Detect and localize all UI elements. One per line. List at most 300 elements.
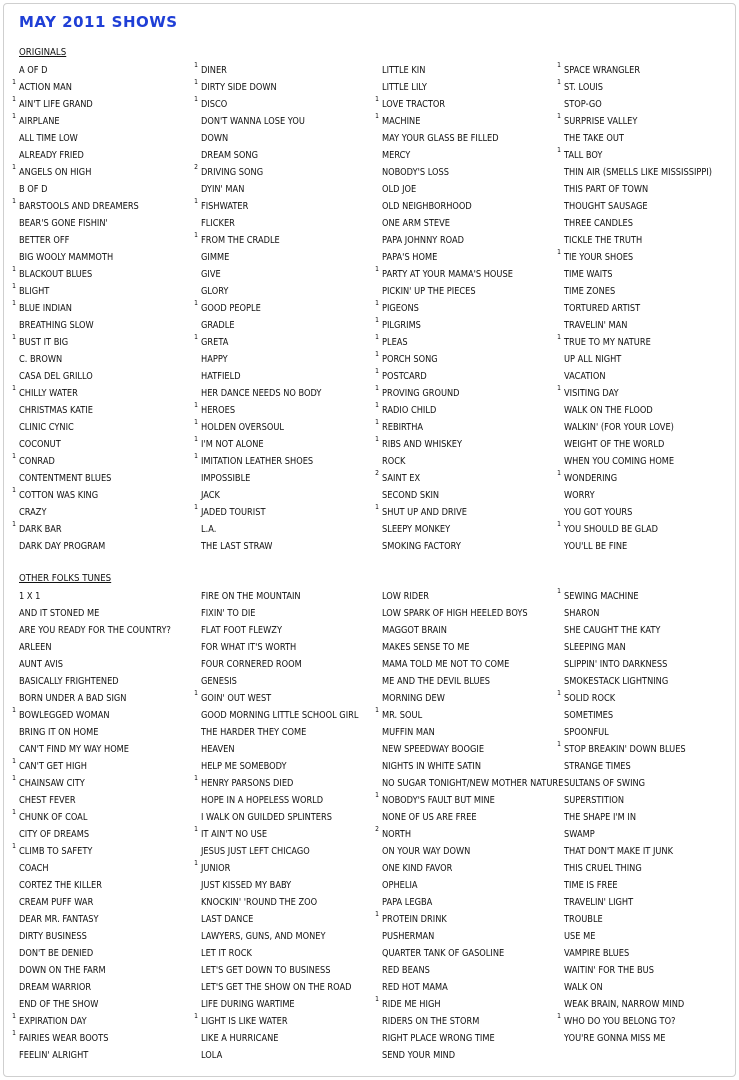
song-title: TRAVELIN' LIGHT bbox=[564, 897, 634, 908]
song-row bbox=[382, 656, 533, 673]
originals-column-3 bbox=[375, 62, 557, 555]
song-row bbox=[12, 299, 170, 317]
song-title: SWAMP bbox=[564, 829, 595, 840]
song-row bbox=[194, 825, 352, 843]
song-row bbox=[564, 419, 715, 436]
song-row bbox=[557, 384, 715, 402]
song-row bbox=[564, 605, 715, 622]
song-row bbox=[375, 112, 533, 130]
song-title: NIGHTS IN WHITE SATIN bbox=[382, 761, 482, 772]
song-row bbox=[201, 928, 352, 945]
song-title: ANGELS ON HIGH bbox=[19, 167, 92, 178]
song-footnote-mark: 1 bbox=[375, 265, 379, 273]
song-row bbox=[382, 758, 533, 775]
song-title: CLIMB TO SAFETY bbox=[19, 846, 93, 857]
song-title: SHE CAUGHT THE KATY bbox=[564, 625, 661, 636]
song-footnote-mark: 1 bbox=[375, 316, 379, 324]
song-row bbox=[12, 774, 170, 792]
song-title: LIFE DURING WARTIME bbox=[201, 999, 295, 1010]
song-row bbox=[19, 419, 170, 436]
song-title: WHEN YOU COMING HOME bbox=[564, 456, 675, 467]
song-row bbox=[375, 910, 533, 928]
song-title: CAN'T FIND MY WAY HOME bbox=[19, 744, 130, 755]
song-title: TRAVELIN' MAN bbox=[564, 320, 628, 331]
song-footnote-mark: 1 bbox=[194, 231, 198, 239]
song-row bbox=[557, 61, 715, 79]
song-row bbox=[201, 707, 359, 724]
song-row bbox=[564, 622, 715, 639]
song-row bbox=[382, 605, 533, 622]
song-title: WALKIN' (FOR YOUR LOVE) bbox=[564, 422, 674, 433]
song-title: CREAM PUFF WAR bbox=[19, 897, 94, 908]
song-title: HER DANCE NEEDS NO BODY bbox=[201, 388, 322, 399]
song-row bbox=[194, 95, 352, 113]
song-footnote-mark: 1 bbox=[375, 112, 379, 120]
song-footnote-mark: 1 bbox=[12, 282, 16, 290]
song-row bbox=[19, 147, 170, 164]
other-folks-column-1 bbox=[12, 588, 194, 1064]
song-title: ON YOUR WAY DOWN bbox=[382, 846, 471, 857]
song-row bbox=[564, 656, 715, 673]
song-title: SURPRISE VALLEY bbox=[564, 116, 638, 127]
song-title: NORTH bbox=[382, 829, 412, 840]
song-title: THREE CANDLES bbox=[564, 218, 634, 229]
song-row bbox=[194, 774, 352, 792]
song-title: CHAINSAW CITY bbox=[19, 778, 85, 789]
song-row bbox=[201, 521, 352, 538]
song-footnote-mark: 1 bbox=[12, 706, 16, 714]
song-title: PAPA JOHNNY ROAD bbox=[382, 235, 465, 246]
song-footnote-mark: 1 bbox=[557, 146, 561, 154]
song-row bbox=[564, 283, 715, 300]
song-row bbox=[564, 758, 715, 775]
song-title: DRIVING SONG bbox=[201, 167, 264, 178]
song-title: HAPPY bbox=[201, 354, 228, 365]
song-row bbox=[194, 689, 352, 707]
song-title: NO SUGAR TONIGHT/NEW MOTHER NATURE bbox=[382, 778, 564, 789]
song-row bbox=[201, 792, 352, 809]
song-row bbox=[194, 299, 352, 317]
song-title: LAWYERS, GUNS, AND MONEY bbox=[201, 931, 326, 942]
song-row bbox=[19, 673, 170, 690]
song-title: A OF D bbox=[19, 65, 48, 76]
song-row bbox=[201, 588, 352, 605]
song-row bbox=[201, 979, 352, 996]
song-row bbox=[564, 707, 715, 724]
song-row bbox=[564, 945, 715, 962]
song-row bbox=[201, 673, 352, 690]
song-title: GLORY bbox=[201, 286, 229, 297]
song-title: OPHELIA bbox=[382, 880, 418, 891]
song-row bbox=[12, 757, 170, 775]
song-row bbox=[382, 249, 533, 266]
song-title: GOOD PEOPLE bbox=[201, 303, 261, 314]
song-title: HEROES bbox=[201, 405, 236, 416]
song-row bbox=[201, 656, 352, 673]
song-row bbox=[382, 622, 533, 639]
song-title: IT AIN'T NO USE bbox=[201, 829, 268, 840]
song-title: SLIPPIN' INTO DARKNESS bbox=[564, 659, 668, 670]
song-title: THE SHAPE I'M IN bbox=[564, 812, 637, 823]
song-title: DIRTY BUSINESS bbox=[19, 931, 87, 942]
song-title: I'M NOT ALONE bbox=[201, 439, 264, 450]
song-row bbox=[382, 928, 533, 945]
song-row bbox=[19, 504, 170, 521]
song-title: BIG WOOLY MAMMOTH bbox=[19, 252, 114, 263]
song-row bbox=[382, 962, 533, 979]
song-row bbox=[19, 130, 170, 147]
song-title: SOLID ROCK bbox=[564, 693, 616, 704]
song-row bbox=[375, 316, 533, 334]
song-title: HEAVEN bbox=[201, 744, 235, 755]
song-row bbox=[557, 520, 715, 538]
song-row bbox=[557, 112, 715, 130]
originals-column-4 bbox=[557, 61, 739, 555]
song-row bbox=[375, 503, 533, 521]
song-title: CONRAD bbox=[19, 456, 55, 467]
song-title: GIVE bbox=[201, 269, 221, 280]
song-footnote-mark: 1 bbox=[12, 452, 16, 460]
song-footnote-mark: 1 bbox=[12, 384, 16, 392]
song-footnote-mark: 1 bbox=[12, 1029, 16, 1037]
song-row bbox=[19, 911, 170, 928]
song-row bbox=[19, 181, 170, 198]
song-footnote-mark: 1 bbox=[375, 706, 379, 714]
song-title: CASA DEL GRILLO bbox=[19, 371, 93, 382]
song-footnote-mark: 1 bbox=[194, 78, 198, 86]
song-row bbox=[12, 1012, 170, 1030]
song-row bbox=[564, 181, 715, 198]
song-row bbox=[382, 690, 533, 707]
song-title: SECOND SKIN bbox=[382, 490, 440, 501]
song-row bbox=[375, 265, 533, 283]
song-footnote-mark: 1 bbox=[557, 1012, 561, 1020]
song-title: SEND YOUR MIND bbox=[382, 1050, 456, 1061]
song-title: WEIGHT OF THE WORLD bbox=[564, 439, 665, 450]
song-row bbox=[564, 300, 715, 317]
song-title: SLEEPY MONKEY bbox=[382, 524, 451, 535]
song-row bbox=[201, 351, 352, 368]
song-footnote-mark: 1 bbox=[194, 452, 198, 460]
song-title: CITY OF DREAMS bbox=[19, 829, 90, 840]
song-row bbox=[564, 453, 715, 470]
song-title: TIE YOUR SHOES bbox=[564, 252, 634, 263]
song-title: TIME ZONES bbox=[564, 286, 616, 297]
song-title: STOP-GO bbox=[564, 99, 602, 110]
song-row bbox=[564, 928, 715, 945]
song-row bbox=[201, 962, 352, 979]
song-row bbox=[201, 911, 352, 928]
song-title: OLD NEIGHBORHOOD bbox=[382, 201, 472, 212]
song-title: DREAM SONG bbox=[201, 150, 258, 161]
song-row bbox=[19, 724, 170, 741]
song-title: BEAR'S GONE FISHIN' bbox=[19, 218, 108, 229]
song-row bbox=[557, 248, 715, 266]
song-row bbox=[382, 164, 533, 181]
song-row bbox=[382, 538, 533, 555]
song-footnote-mark: 1 bbox=[557, 61, 561, 69]
song-row bbox=[19, 1047, 170, 1064]
song-title: FAIRIES WEAR BOOTS bbox=[19, 1033, 109, 1044]
song-title: COACH bbox=[19, 863, 49, 874]
song-row bbox=[201, 283, 352, 300]
song-row bbox=[382, 487, 533, 504]
song-title: JADED TOURIST bbox=[201, 507, 266, 518]
song-title: NOBODY'S FAULT BUT MINE bbox=[382, 795, 495, 806]
originals-column-1 bbox=[12, 62, 194, 555]
song-title: PICKIN' UP THE PIECES bbox=[382, 286, 476, 297]
song-title: FROM THE CRADLE bbox=[201, 235, 280, 246]
song-title: ME AND THE DEVIL BLUES bbox=[382, 676, 491, 687]
song-title: POSTCARD bbox=[382, 371, 427, 382]
song-row bbox=[12, 112, 170, 130]
song-row bbox=[19, 894, 170, 911]
song-title: 1 X 1 bbox=[19, 591, 41, 602]
song-row bbox=[201, 538, 352, 555]
song-row bbox=[564, 911, 715, 928]
song-title: WEAK BRAIN, NARROW MIND bbox=[564, 999, 685, 1010]
song-row bbox=[19, 690, 170, 707]
song-footnote-mark: 1 bbox=[557, 333, 561, 341]
song-title: DYIN' MAN bbox=[201, 184, 245, 195]
song-row bbox=[19, 317, 170, 334]
song-title: PUSHERMAN bbox=[382, 931, 435, 942]
song-row bbox=[19, 470, 170, 487]
song-title: IMPOSSIBLE bbox=[201, 473, 251, 484]
other-folks-tunes-heading: OTHER FOLKS TUNES bbox=[19, 573, 112, 584]
song-row bbox=[201, 877, 352, 894]
song-title: DREAM WARRIOR bbox=[19, 982, 92, 993]
song-title: BORN UNDER A BAD SIGN bbox=[19, 693, 127, 704]
song-footnote-mark: 1 bbox=[12, 520, 16, 528]
song-title: COCONUT bbox=[19, 439, 61, 450]
song-row bbox=[375, 825, 533, 843]
song-title: THE TAKE OUT bbox=[564, 133, 624, 144]
song-row bbox=[201, 113, 352, 130]
song-title: GRETA bbox=[201, 337, 229, 348]
song-title: DISCO bbox=[201, 99, 228, 110]
song-row bbox=[557, 78, 715, 96]
song-row bbox=[564, 96, 715, 113]
song-title: TRUE TO MY NATURE bbox=[564, 337, 651, 348]
song-row bbox=[564, 538, 715, 555]
song-title: ARLEEN bbox=[19, 642, 52, 653]
song-row bbox=[382, 775, 564, 792]
song-footnote-mark: 1 bbox=[12, 197, 16, 205]
song-footnote-mark: 1 bbox=[375, 791, 379, 799]
song-footnote-mark: 1 bbox=[194, 774, 198, 782]
song-footnote-mark: 1 bbox=[557, 248, 561, 256]
song-row bbox=[382, 79, 533, 96]
song-row bbox=[19, 656, 170, 673]
song-footnote-mark: 1 bbox=[12, 774, 16, 782]
song-title: THE LAST STRAW bbox=[201, 541, 273, 552]
song-footnote-mark: 1 bbox=[12, 757, 16, 765]
song-row bbox=[194, 61, 352, 79]
song-title: FIRE ON THE MOUNTAIN bbox=[201, 591, 301, 602]
song-row bbox=[201, 215, 352, 232]
song-title: LOW RIDER bbox=[382, 591, 430, 602]
song-footnote-mark: 1 bbox=[375, 95, 379, 103]
song-title: JUST KISSED MY BABY bbox=[201, 880, 292, 891]
song-title: DEAR MR. FANTASY bbox=[19, 914, 99, 925]
song-row bbox=[194, 163, 352, 181]
song-row bbox=[12, 282, 170, 300]
song-footnote-mark: 1 bbox=[194, 859, 198, 867]
song-title: WALK ON bbox=[564, 982, 603, 993]
song-row bbox=[382, 1013, 533, 1030]
song-row bbox=[564, 877, 715, 894]
song-title: WORRY bbox=[564, 490, 595, 501]
song-title: AIRPLANE bbox=[19, 116, 60, 127]
song-row bbox=[557, 333, 715, 351]
song-row bbox=[557, 1012, 715, 1030]
song-row bbox=[564, 639, 715, 656]
song-title: JUNIOR bbox=[201, 863, 231, 874]
song-row bbox=[12, 95, 170, 113]
song-footnote-mark: 1 bbox=[375, 503, 379, 511]
song-title: CRAZY bbox=[19, 507, 47, 518]
song-footnote-mark: 1 bbox=[375, 401, 379, 409]
song-row bbox=[201, 622, 352, 639]
song-title: SAINT EX bbox=[382, 473, 421, 484]
song-row bbox=[12, 384, 170, 402]
song-row bbox=[194, 435, 352, 453]
song-title: LOVE TRACTOR bbox=[382, 99, 446, 110]
song-row bbox=[19, 877, 170, 894]
song-title: MR. SOUL bbox=[382, 710, 423, 721]
song-row bbox=[194, 1012, 352, 1030]
song-title: JACK bbox=[201, 490, 220, 501]
song-row bbox=[201, 996, 352, 1013]
song-title: MACHINE bbox=[382, 116, 421, 127]
song-row bbox=[375, 995, 533, 1013]
song-title: SLEEPING MAN bbox=[564, 642, 626, 653]
song-title: BUST IT BIG bbox=[19, 337, 69, 348]
song-row bbox=[19, 826, 170, 843]
song-row bbox=[19, 402, 170, 419]
song-title: BLUE INDIAN bbox=[19, 303, 72, 314]
song-row bbox=[19, 996, 170, 1013]
song-row bbox=[19, 979, 170, 996]
song-row bbox=[564, 843, 715, 860]
song-title: YOU GOT YOURS bbox=[564, 507, 633, 518]
song-title: THIS CRUEL THING bbox=[564, 863, 642, 874]
song-footnote-mark: 1 bbox=[194, 299, 198, 307]
song-title: PORCH SONG bbox=[382, 354, 438, 365]
song-footnote-mark: 1 bbox=[194, 1012, 198, 1020]
song-title: ST. LOUIS bbox=[564, 82, 604, 93]
song-footnote-mark: 1 bbox=[194, 503, 198, 511]
song-row bbox=[201, 487, 352, 504]
song-title: TIME WAITS bbox=[564, 269, 613, 280]
song-footnote-mark: 1 bbox=[375, 435, 379, 443]
song-row bbox=[382, 198, 533, 215]
song-title: DON'T WANNA LOSE YOU bbox=[201, 116, 305, 127]
song-title: SHUT UP AND DRIVE bbox=[382, 507, 467, 518]
song-title: FISHWATER bbox=[201, 201, 249, 212]
song-footnote-mark: 1 bbox=[557, 740, 561, 748]
song-row bbox=[382, 147, 533, 164]
song-row bbox=[564, 266, 715, 283]
song-title: RED HOT MAMA bbox=[382, 982, 448, 993]
song-title: CHUNK OF COAL bbox=[19, 812, 88, 823]
song-row bbox=[194, 401, 352, 419]
song-row bbox=[201, 130, 352, 147]
song-row bbox=[19, 538, 170, 555]
song-row bbox=[382, 453, 533, 470]
song-row bbox=[12, 163, 170, 181]
song-row bbox=[201, 368, 352, 385]
originals-heading: ORIGINALS bbox=[19, 47, 67, 58]
song-footnote-mark: 1 bbox=[375, 418, 379, 426]
song-footnote-mark: 1 bbox=[194, 418, 198, 426]
song-row bbox=[564, 317, 715, 334]
song-row bbox=[564, 130, 715, 147]
song-title: DARK BAR bbox=[19, 524, 62, 535]
song-row bbox=[375, 299, 533, 317]
song-row bbox=[564, 504, 715, 521]
song-title: RIDERS ON THE STORM bbox=[382, 1016, 480, 1027]
song-row bbox=[382, 639, 533, 656]
song-row bbox=[201, 249, 352, 266]
song-title: LET'S GET DOWN TO BUSINESS bbox=[201, 965, 331, 976]
song-title: LIGHT IS LIKE WATER bbox=[201, 1016, 288, 1027]
song-footnote-mark: 1 bbox=[12, 299, 16, 307]
song-title: GIMME bbox=[201, 252, 230, 263]
song-row bbox=[382, 894, 533, 911]
song-title: HENRY PARSONS DIED bbox=[201, 778, 294, 789]
other-folks-column-3 bbox=[375, 588, 564, 1064]
song-row bbox=[19, 792, 170, 809]
song-row bbox=[201, 724, 352, 741]
song-row bbox=[12, 808, 170, 826]
song-row bbox=[557, 469, 715, 487]
song-row bbox=[375, 418, 533, 436]
song-row bbox=[564, 232, 715, 249]
song-title: AIN'T LIFE GRAND bbox=[19, 99, 93, 110]
song-row bbox=[201, 1030, 352, 1047]
song-title: YOU'RE GONNA MISS ME bbox=[564, 1033, 666, 1044]
song-row bbox=[382, 843, 533, 860]
song-title: IMITATION LEATHER SHOES bbox=[201, 456, 314, 467]
song-title: PAPA LEGBA bbox=[382, 897, 433, 908]
song-row bbox=[12, 197, 170, 215]
song-row bbox=[12, 842, 170, 860]
song-row bbox=[19, 962, 170, 979]
song-title: MAY YOUR GLASS BE FILLED bbox=[382, 133, 499, 144]
song-title: PROTEIN DRINK bbox=[382, 914, 447, 925]
song-title: CHEST FEVER bbox=[19, 795, 76, 806]
song-row bbox=[382, 215, 533, 232]
song-title: LIKE A HURRICANE bbox=[201, 1033, 279, 1044]
song-title: SPACE WRANGLER bbox=[564, 65, 641, 76]
song-footnote-mark: 1 bbox=[12, 265, 16, 273]
song-title: HOLDEN OVERSOUL bbox=[201, 422, 284, 433]
song-title: LOW SPARK OF HIGH HEELED BOYS bbox=[382, 608, 528, 619]
other-folks-column-2 bbox=[194, 588, 376, 1064]
song-row bbox=[382, 232, 533, 249]
song-title: PROVING GROUND bbox=[382, 388, 460, 399]
song-title: YOU SHOULD BE GLAD bbox=[564, 524, 658, 535]
song-title: RIGHT PLACE WRONG TIME bbox=[382, 1033, 495, 1044]
song-row bbox=[564, 487, 715, 504]
song-footnote-mark: 1 bbox=[194, 197, 198, 205]
originals-column-2 bbox=[194, 61, 376, 555]
song-title: CHILLY WATER bbox=[19, 388, 78, 399]
song-row bbox=[564, 215, 715, 232]
song-title: OLD JOE bbox=[382, 184, 417, 195]
